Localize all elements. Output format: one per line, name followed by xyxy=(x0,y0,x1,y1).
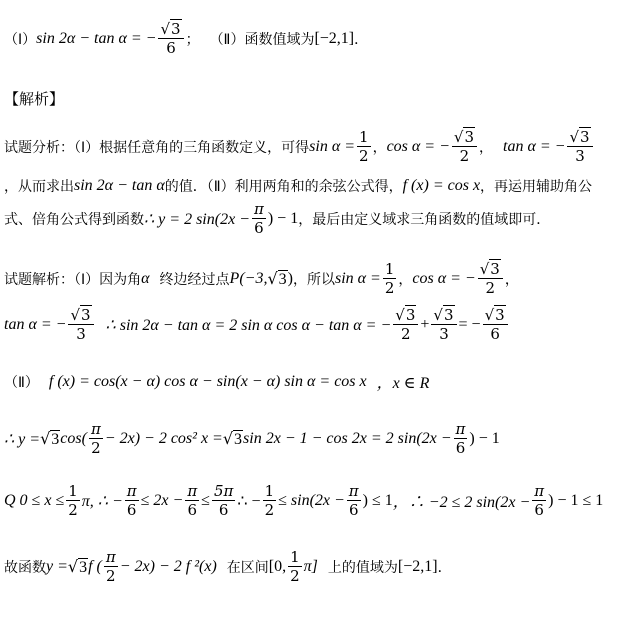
analysis-line-2: ，从而求出 sin 2α − tan α 的值．（Ⅱ）利用两角和的余弦公式得， f (x) = cos x ，再运用辅助角公 xyxy=(4,177,593,195)
analysis-line-1: 试题分析：（Ⅰ）根据任意角的三角函数定义，可得 sin α = $\frac{1}{2}$ ， cos α = − $\frac{√3}{2}$ ， tan α = − $\frac{√3}{3}$ xyxy=(4,128,595,165)
part1-label: （Ⅰ） xyxy=(4,31,37,48)
range: [−2,1] xyxy=(314,29,355,47)
solution-line-1: 试题解析：（Ⅰ）因为角 α 终边经过点 P(−3, √3 ) ，所以 sin α = $\frac{1}{2}$ ， cos α = − $\frac{√3}{2}$ ， xyxy=(4,260,519,297)
separator: ； xyxy=(185,31,200,48)
conclusion-line: 故函数 y = √3 f ( π 2 − 2x) − 2 f ²(x) 在区间 [0, 1 2 π] 上的值域为 [−2,1] ． xyxy=(4,548,452,585)
part2-y-line: ∴ y = √3 cos( π 2 − 2x) − 2 cos² x = √3 sin 2x − 1 − cos 2x = 2 sin(2x − $\frac{\pi}{6}$ ) − 1 xyxy=(4,420,500,457)
analysis-line-3: 式、倍角公式得到函数 ∴ y = 2 sin(2x − $\frac{\pi}{6}$ ) − 1 ，最后由定义域求三角函数的值域即可． xyxy=(4,200,551,237)
section-heading: 【解析】 xyxy=(4,90,65,108)
fraction: $\frac{√3}{6}$ xyxy=(158,20,183,57)
solution-line-2: tan α = − $\frac{√3}{3}$ ∴ sin 2α − tan α = 2 sin α cos α − tan α = − $\frac{√3}{2}$ + $\frac{√3}{3}$ = − $\frac{√3}{6}$ xyxy=(4,306,510,343)
part2-range-line: Q 0 ≤ x ≤ $\frac{1}{2}$ π, ∴ − $\frac{\pi}{6}$ ≤ 2x − $\frac{\pi}{6}$ ≤ $\frac{5\pi}{6}$ ∴ − $\frac{1}{2}$ ≤ sin(2x − $\frac{\pi}{6}$ ) ≤ 1 ，∴ −2 ≤ 2 sin(2x − $\frac{\pi}{6}$ ) − 1 ≤ 1 xyxy=(4,482,604,519)
part2-fx-line: （Ⅱ） f (x) = cos(x − α) cos α − sin(x − α) sin α = cos x ，x ∈ R xyxy=(4,372,430,392)
answer-line: （Ⅰ） sin 2α − tan α = − $\frac{√3}{6}$ ； （Ⅱ）函数值域为 [−2,1] ． xyxy=(4,20,369,57)
formula: sin 2α − tan α = − xyxy=(36,29,157,47)
part2-label: （Ⅱ）函数值域为 xyxy=(209,31,315,48)
